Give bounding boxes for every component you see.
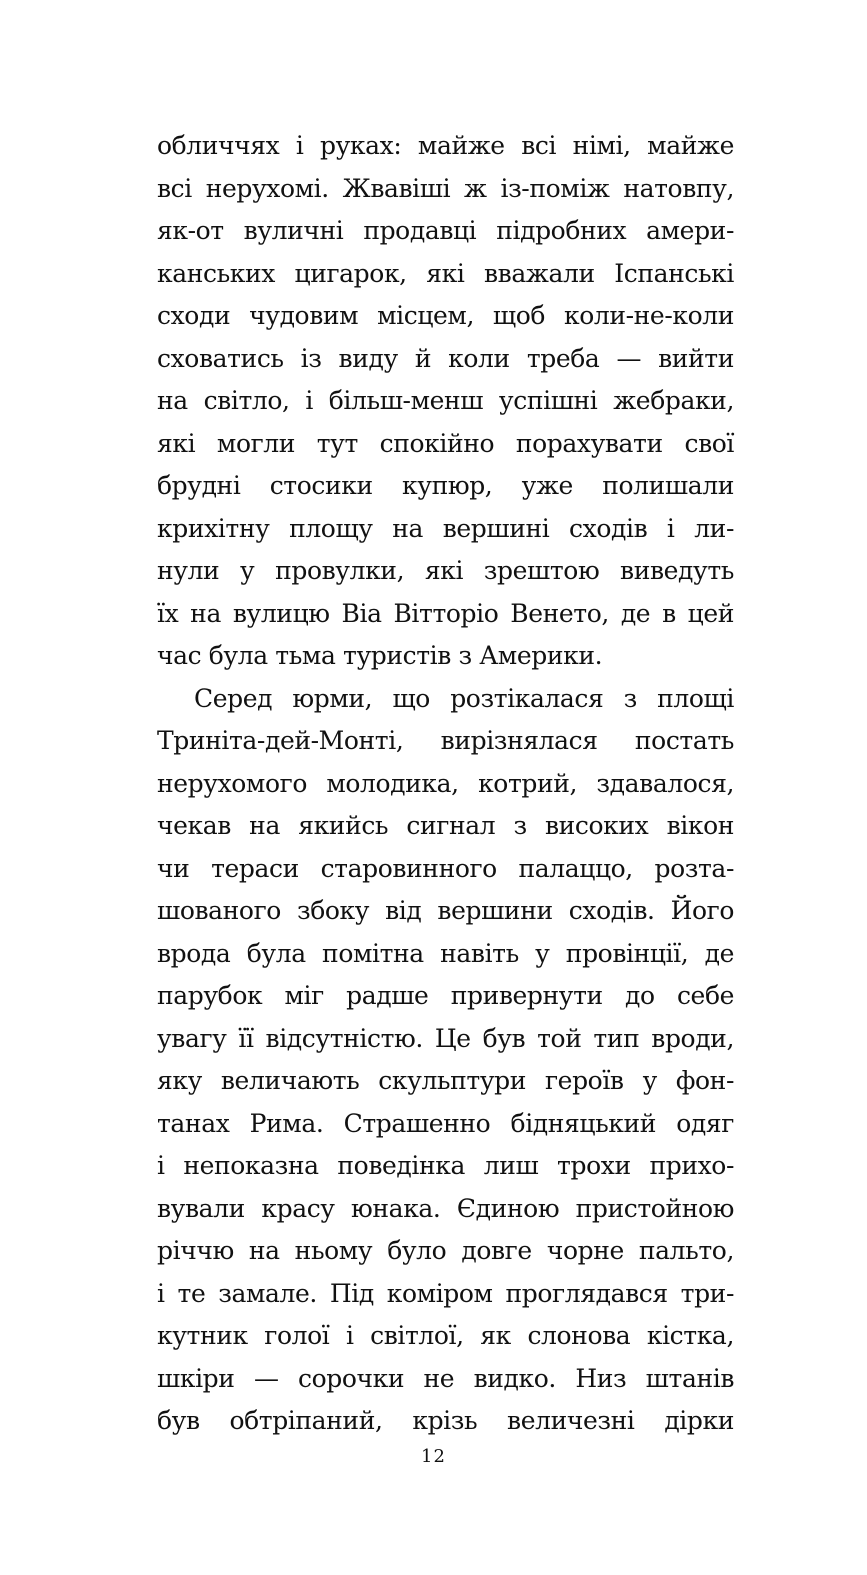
- text-line: крихітну площу на вершині сходів і ли-: [157, 513, 734, 543]
- text-line: як-от вуличні продавці підробних амери-: [157, 216, 734, 245]
- paragraph-1: [157, 125, 734, 678]
- text-line: на світло, і більш-менш успішні жебраки,: [157, 386, 734, 415]
- text-line: обличчях і руках: майже всі німі, майже: [157, 131, 734, 160]
- text-line: врода була помітна навіть у провінції, де: [157, 938, 734, 968]
- text-line: яку величають скульптури героїв у фон-: [157, 1066, 734, 1095]
- text-line: сходи чудовим місцем, щоб коли-не-коли: [157, 301, 734, 330]
- paragraph-2: [157, 678, 734, 1443]
- text-line: шованого збоку від вершини сходів. Його: [157, 896, 734, 925]
- text-line: нерухомого молодика, котрий, здавалося,: [157, 768, 734, 798]
- text-line: річчю на ньому було довге чорне пальто,: [157, 1236, 734, 1265]
- page-number: 12: [421, 1446, 446, 1467]
- text-line: і непоказна поведінка лиш трохи прихо-: [157, 1151, 734, 1180]
- text-line: брудні стосики купюр, уже полишали: [157, 471, 734, 500]
- text-line: Серед юрми, що розтікалася з площі: [194, 683, 734, 713]
- text-line: час була тьма туристів з Америки.: [157, 641, 603, 670]
- text-line: танах Рима. Страшенно бідняцький одяг: [157, 1108, 734, 1138]
- text-line: чекав на якийсь сигнал з високих вікон: [157, 811, 734, 840]
- text-line: і те замале. Під коміром проглядався три-: [157, 1278, 734, 1308]
- text-line: увагу її відсутністю. Це був той тип вроди,: [157, 1023, 734, 1053]
- text-line: канських цигарок, які вважали Іспанські: [157, 258, 734, 288]
- text-line: чи тераси старовинного палаццо, розта-: [157, 853, 734, 883]
- body-text: [157, 125, 734, 1443]
- text-line: нули у провулки, які зрештою виведуть: [157, 556, 734, 585]
- text-line: кутник голої і світлої, як слонова кістка,: [157, 1321, 734, 1350]
- text-line: парубок міг радше привернути до себе: [157, 981, 734, 1010]
- text-line: їх на вулицю Віа Вітторіо Венето, де в цей: [157, 598, 734, 628]
- text-line: вували красу юнака. Єдиною пристойною: [157, 1193, 734, 1223]
- text-line: всі нерухомі. Жвавіші ж із-поміж натовпу,: [157, 173, 734, 203]
- text-line: був обтріпаний, крізь величезні дірки: [157, 1406, 734, 1435]
- text-line: сховатись із виду й коли треба — вийти: [157, 343, 734, 373]
- text-line: які могли тут спокійно порахувати свої: [157, 428, 734, 458]
- text-line: шкіри — сорочки не видко. Низ штанів: [157, 1363, 734, 1393]
- text-line: Триніта-дей-Монті, вирізнялася постать: [157, 726, 734, 755]
